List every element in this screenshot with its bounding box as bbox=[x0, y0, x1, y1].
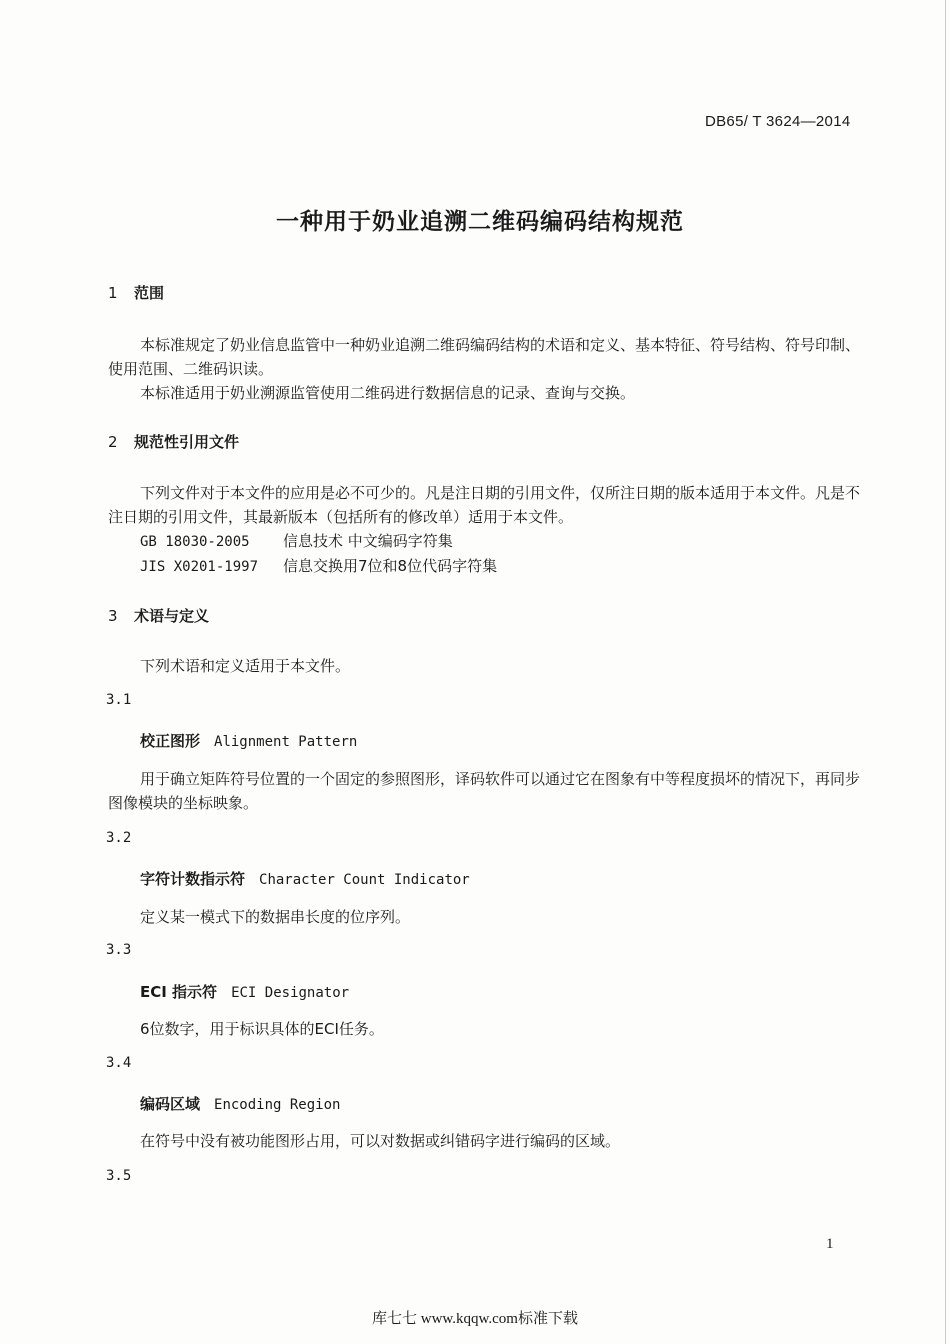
term-english: Character Count Indicator bbox=[259, 872, 470, 888]
term-english: Alignment Pattern bbox=[214, 734, 358, 750]
standard-code: DB65/ T 3624—2014 bbox=[705, 113, 851, 130]
section-number: 3 bbox=[108, 607, 118, 625]
term-chinese: 编码区域 bbox=[140, 1095, 201, 1113]
normative-reference bbox=[140, 530, 453, 551]
clause-number: 3.5 bbox=[106, 1168, 132, 1184]
section-number: 1 bbox=[108, 284, 118, 302]
clause-number: 3.4 bbox=[106, 1055, 132, 1071]
term-definition: 用于确立矩阵符号位置的一个固定的参照图形，译码软件可以通过它在图象有中等程度损坏的情况下，再同步图像模块的坐标映象。 bbox=[108, 770, 861, 812]
page-number: 1 bbox=[826, 1236, 834, 1252]
clause-number: 3.3 bbox=[106, 942, 132, 958]
term-chinese: 校正图形 bbox=[140, 732, 201, 750]
term-english: Encoding Region bbox=[214, 1097, 341, 1113]
term-definition: 定义某一模式下的数据串长度的位序列。 bbox=[140, 908, 411, 926]
term-entry bbox=[140, 1093, 340, 1114]
footer-watermark-text: 库七七 www.kqqw.com标准下载 bbox=[372, 1311, 578, 1327]
term-entry bbox=[140, 730, 357, 751]
section-3-heading bbox=[108, 605, 209, 626]
section-1-paragraph-2: 本标准适用于奶业溯源监管使用二维码进行数据信息的记录、查询与交换。 bbox=[140, 384, 636, 402]
section-2-paragraph-1: 下列文件对于本文件的应用是必不可少的。凡是注日期的引用文件，仅所注日期的版本适用于本文件。凡是不注日期的引用文件，其最新版本（包括所有的修改单）适用于本文件。 bbox=[108, 484, 861, 526]
section-1-heading bbox=[108, 282, 164, 303]
section-title: 术语与定义 bbox=[134, 607, 210, 625]
reference-title: 信息交换用7位和8位代码字符集 bbox=[283, 557, 498, 575]
term-entry bbox=[140, 981, 349, 1002]
term-definition: 6位数字，用于标识具体的ECI任务。 bbox=[140, 1020, 384, 1038]
section-number: 2 bbox=[108, 433, 118, 451]
term-definition: 在符号中没有被功能图形占用，可以对数据或纠错码字进行编码的区域。 bbox=[140, 1132, 621, 1150]
section-title: 规范性引用文件 bbox=[134, 433, 240, 451]
section-3-intro: 下列术语和定义适用于本文件。 bbox=[140, 657, 351, 675]
section-title: 范围 bbox=[134, 284, 165, 302]
clause-number: 3.2 bbox=[106, 830, 132, 846]
reference-title: 信息技术 中文编码字符集 bbox=[283, 532, 453, 550]
term-entry bbox=[140, 868, 470, 889]
reference-code: JIS X0201-1997 bbox=[140, 559, 259, 575]
reference-code: GB 18030-2005 bbox=[140, 534, 250, 550]
normative-reference bbox=[140, 555, 497, 576]
section-1-paragraph-1: 本标准规定了奶业信息监管中一种奶业追溯二维码编码结构的术语和定义、基本特征、符号结构、符号印制、使用范围、二维码识读。 bbox=[108, 336, 861, 378]
term-chinese: ECI 指示符 bbox=[140, 983, 218, 1001]
term-english: ECI Designator bbox=[231, 985, 350, 1001]
section-2-heading bbox=[108, 431, 239, 452]
scan-edge-line bbox=[945, 0, 946, 1344]
term-chinese: 字符计数指示符 bbox=[140, 870, 246, 888]
document-title: 一种用于奶业追溯二维码编码结构规范 bbox=[276, 209, 684, 235]
clause-number: 3.1 bbox=[106, 692, 132, 708]
